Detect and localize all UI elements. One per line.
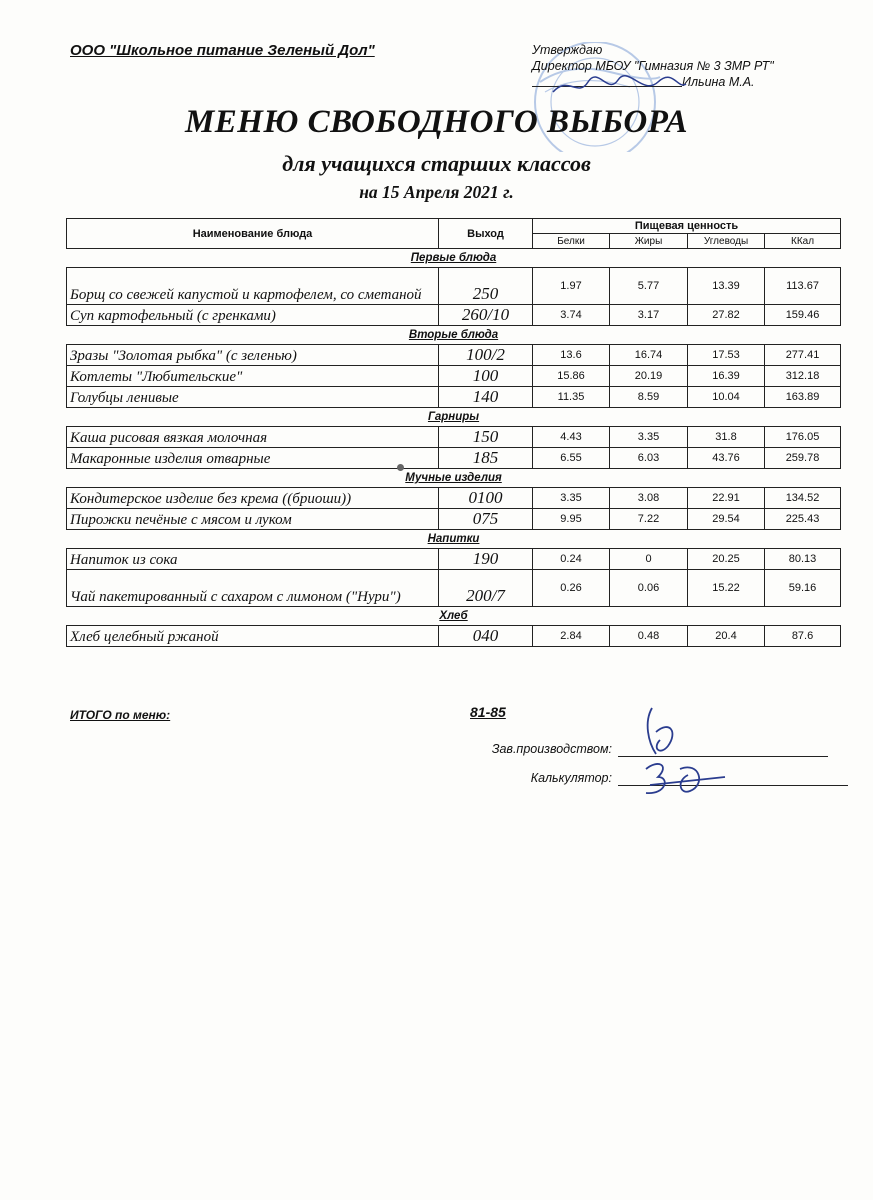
organization-name: ООО "Школьное питание Зеленый Дол"	[70, 42, 375, 59]
calculator-line	[618, 785, 848, 786]
dish-name: Чай пакетированный с сахаром с лимоном ("Нури")	[67, 570, 439, 607]
dish-name: Пирожки печёные с мясом и луком	[67, 509, 439, 530]
page-subtitle: для учащихся старших классов	[282, 151, 591, 176]
dish-kcal: 225.43	[765, 509, 841, 530]
dish-fats: 3.17	[610, 305, 688, 326]
dish-proteins: 11.35	[533, 387, 610, 408]
dish-carbs: 31.8	[688, 427, 765, 448]
dish-fats: 7.22	[610, 509, 688, 530]
dish-fats: 0	[610, 549, 688, 570]
dish-carbs: 15.22	[688, 570, 765, 607]
calculator-signature	[640, 755, 730, 805]
table-row	[67, 345, 841, 366]
section-header	[67, 469, 841, 488]
section-header	[67, 249, 841, 268]
dish-kcal: 312.18	[765, 366, 841, 387]
dish-yield: 100	[439, 366, 533, 387]
dish-kcal: 163.89	[765, 387, 841, 408]
dish-fats: 3.35	[610, 427, 688, 448]
dish-name: Котлеты "Любительские"	[67, 366, 439, 387]
table-row	[67, 570, 841, 607]
section-title: Хлеб	[67, 607, 841, 626]
dish-fats: 16.74	[610, 345, 688, 366]
dish-name: Голубцы ленивые	[67, 387, 439, 408]
header-carbs: Углеводы	[688, 234, 765, 249]
dish-kcal: 176.05	[765, 427, 841, 448]
dish-name: Макаронные изделия отварные	[67, 448, 439, 469]
table-row	[67, 509, 841, 530]
dish-name: Борщ со свежей капустой и картофелем, со сметаной	[67, 268, 439, 305]
dish-kcal: 113.67	[765, 268, 841, 305]
dish-yield: 185	[439, 448, 533, 469]
dish-kcal: 80.13	[765, 549, 841, 570]
table-row	[67, 427, 841, 448]
table-row	[67, 268, 841, 305]
approval-name: Ильина М.А.	[682, 75, 755, 89]
dish-yield: 200/7	[439, 570, 533, 607]
production-manager-signature	[630, 702, 700, 762]
dish-yield: 0100	[439, 488, 533, 509]
dish-fats: 5.77	[610, 268, 688, 305]
production-manager-label: Зав.производством:	[491, 742, 612, 756]
approval-position: Директор МБОУ "Гимназия № 3 ЗМР РТ"	[532, 59, 774, 73]
header-dish: Наименование блюда	[67, 219, 439, 249]
dish-kcal: 259.78	[765, 448, 841, 469]
section-title: Гарниры	[67, 408, 841, 427]
dish-carbs: 27.82	[688, 305, 765, 326]
section-title: Вторые блюда	[67, 326, 841, 345]
dish-proteins: 15.86	[533, 366, 610, 387]
dish-proteins: 0.24	[533, 549, 610, 570]
dish-yield: 075	[439, 509, 533, 530]
dish-proteins: 6.55	[533, 448, 610, 469]
section-header	[67, 530, 841, 549]
dish-yield: 260/10	[439, 305, 533, 326]
section-title: Мучные изделия	[67, 469, 841, 488]
table-row	[67, 305, 841, 326]
total-value: 81-85	[470, 704, 506, 720]
dish-carbs: 20.25	[688, 549, 765, 570]
header-proteins: Белки	[533, 234, 610, 249]
dish-fats: 3.08	[610, 488, 688, 509]
dish-proteins: 2.84	[533, 626, 610, 647]
section-header	[67, 408, 841, 427]
page-title: МЕНЮ СВОБОДНОГО ВЫБОРА	[184, 104, 689, 140]
dish-fats: 6.03	[610, 448, 688, 469]
table-row	[67, 549, 841, 570]
header-fats: Жиры	[610, 234, 688, 249]
approval-signature-line	[532, 86, 682, 87]
menu-table	[66, 218, 841, 647]
dish-proteins: 9.95	[533, 509, 610, 530]
dish-proteins: 13.6	[533, 345, 610, 366]
dish-fats: 0.06	[610, 570, 688, 607]
dish-name: Каша рисовая вязкая молочная	[67, 427, 439, 448]
section-header	[67, 326, 841, 345]
dish-kcal: 134.52	[765, 488, 841, 509]
dish-yield: 150	[439, 427, 533, 448]
dish-carbs: 43.76	[688, 448, 765, 469]
section-title: Напитки	[67, 530, 841, 549]
dish-carbs: 13.39	[688, 268, 765, 305]
dish-name: Напиток из сока	[67, 549, 439, 570]
dish-fats: 8.59	[610, 387, 688, 408]
section-header	[67, 607, 841, 626]
approval-block	[532, 42, 774, 90]
dish-name: Хлеб целебный ржаной	[67, 626, 439, 647]
dish-proteins: 0.26	[533, 570, 610, 607]
dish-yield: 100/2	[439, 345, 533, 366]
header-nutrition: Пищевая ценность	[533, 219, 841, 234]
dish-yield: 250	[439, 268, 533, 305]
section-title: Первые блюда	[67, 249, 841, 268]
menu-date: на 15 Апреля 2021 г.	[359, 182, 514, 202]
dish-proteins: 1.97	[533, 268, 610, 305]
table-row	[67, 488, 841, 509]
paper-mark	[397, 464, 404, 471]
dish-fats: 20.19	[610, 366, 688, 387]
table-row	[67, 626, 841, 647]
dish-name: Зразы "Золотая рыбка" (с зеленью)	[67, 345, 439, 366]
dish-carbs: 16.39	[688, 366, 765, 387]
dish-proteins: 3.74	[533, 305, 610, 326]
dish-proteins: 3.35	[533, 488, 610, 509]
total-label: ИТОГО по меню:	[70, 708, 171, 722]
table-row	[67, 387, 841, 408]
table-row	[67, 366, 841, 387]
dish-carbs: 17.53	[688, 345, 765, 366]
dish-yield: 140	[439, 387, 533, 408]
table-row	[67, 448, 841, 469]
dish-kcal: 87.6	[765, 626, 841, 647]
dish-kcal: 277.41	[765, 345, 841, 366]
menu-table-body	[67, 249, 841, 647]
dish-carbs: 10.04	[688, 387, 765, 408]
dish-name: Кондитерское изделие без крема ((бриоши))	[67, 488, 439, 509]
approval-label: Утверждаю	[532, 43, 603, 57]
production-manager-line	[618, 756, 828, 757]
dish-yield: 040	[439, 626, 533, 647]
header-yield: Выход	[439, 219, 533, 249]
dish-yield: 190	[439, 549, 533, 570]
dish-fats: 0.48	[610, 626, 688, 647]
dish-kcal: 59.16	[765, 570, 841, 607]
header-kcal: ККал	[765, 234, 841, 249]
calculator-label: Калькулятор:	[530, 771, 612, 785]
dish-name: Суп картофельный (с гренками)	[67, 305, 439, 326]
dish-carbs: 20.4	[688, 626, 765, 647]
dish-proteins: 4.43	[533, 427, 610, 448]
dish-carbs: 29.54	[688, 509, 765, 530]
dish-kcal: 159.46	[765, 305, 841, 326]
dish-carbs: 22.91	[688, 488, 765, 509]
